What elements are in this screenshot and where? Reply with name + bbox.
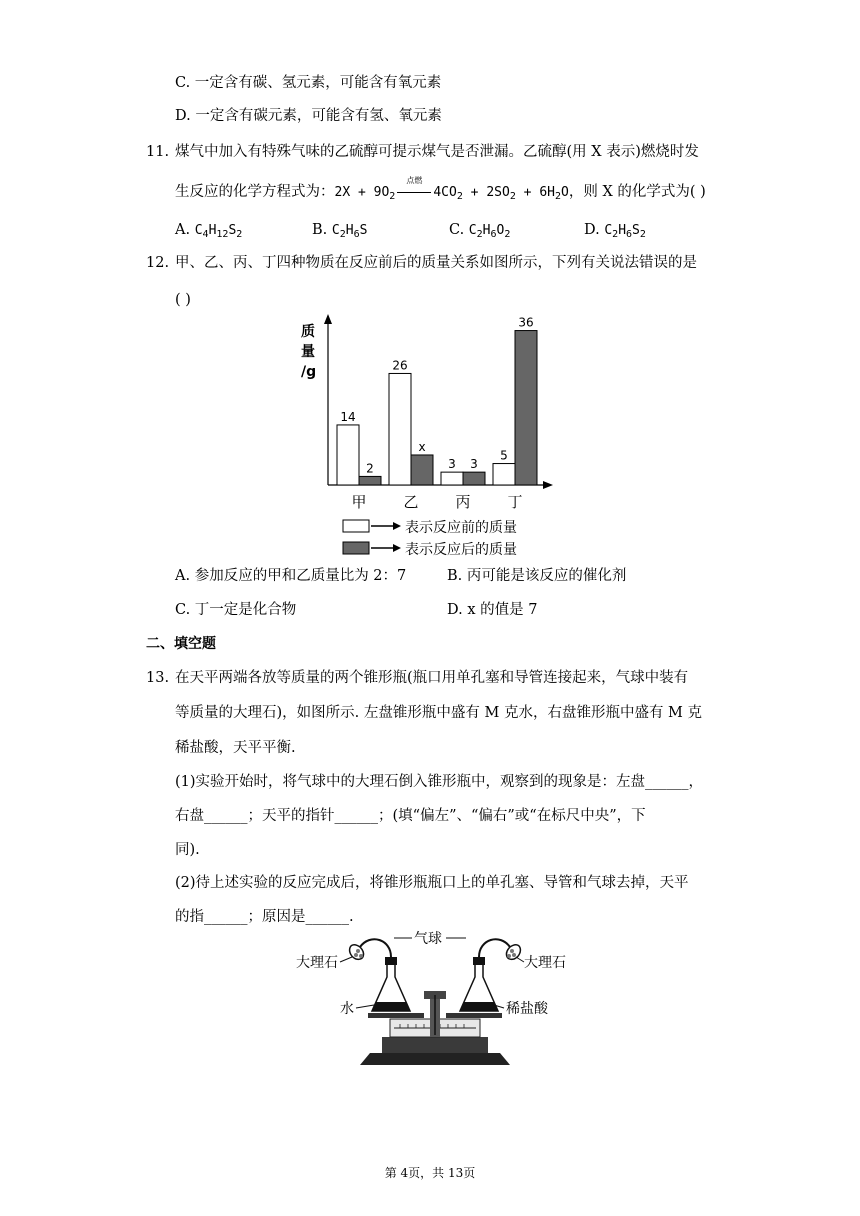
bar-label-after-1: x <box>418 439 426 454</box>
bar-after-1 <box>411 455 433 485</box>
mass-bar-chart <box>295 310 565 560</box>
chart-legend <box>343 519 517 558</box>
category-label-0: 甲 <box>351 493 367 511</box>
label-marble-right: 大理石 <box>524 955 566 971</box>
eq-right-c: + 6H <box>515 185 555 200</box>
eq-reaction-arrow <box>395 176 433 203</box>
q10-option-d: D. 一定含有碳元素，可能含有氢、氧元素 <box>175 108 442 124</box>
bar-after-3 <box>515 331 537 485</box>
q13-sub2-line1: (2)待上述实验的反应完成后，将锥形瓶瓶口上的单孔塞、导管和气球去掉，天平 <box>175 875 689 891</box>
q11-equation: $2X + 9O_2$ 点燃 $4CO_2 + 2SO_2 + 6H_2O$ <box>335 185 569 200</box>
y-axis-arrow <box>324 314 332 324</box>
eq-right-a: 4CO <box>433 185 457 200</box>
q13-line3: 稀盐酸，天平平衡. <box>175 740 296 756</box>
page-footer: 第 4页，共 13页 <box>384 1166 476 1180</box>
q12-option-c: C. 丁一定是化合物 <box>175 602 297 618</box>
q12-option-b: B. 丙可能是该反应的催化剂 <box>447 568 627 584</box>
chart-ylabel <box>301 323 316 380</box>
left-flask <box>350 939 410 1011</box>
bar-label-before-0: 14 <box>340 409 356 424</box>
legend-label-1: 表示反应后的质量 <box>405 542 517 558</box>
bar-before-3 <box>493 464 515 485</box>
right-pan <box>446 1013 502 1018</box>
x-axis-arrow <box>543 481 553 489</box>
label-water: 水 <box>340 1001 354 1017</box>
eq-right-b: + 2SO <box>462 185 510 200</box>
q11-line2-prefix: 生反应的化学方程式为： <box>175 184 335 200</box>
balance-plinth <box>382 1037 488 1053</box>
section-heading: 二、填空题 <box>146 636 216 652</box>
label-marble-left: 大理石 <box>296 955 338 971</box>
q13-sub1-line2: 右盘______；天平的指针______；(填“偏左”、“偏右”或“在标尺中央”，下 <box>175 808 646 824</box>
q11-number: 11. <box>146 144 170 160</box>
q11-line1: 煤气中加入有特殊气味的乙硫醇可提示煤气是否泄漏。乙硫醇(用 X 表示)燃烧时发 <box>175 144 699 160</box>
q13-sub1-line3: 同). <box>175 842 200 858</box>
label-balloon: 气球 <box>414 931 442 947</box>
q10-option-c: C. 一定含有碳、氢元素，可能含有氧元素 <box>175 75 442 91</box>
q11-option-c: C. $C_2H_6O_2$ <box>449 222 511 240</box>
y-axis-label-2: /g <box>301 364 317 380</box>
bar-before-2 <box>441 472 463 485</box>
legend-label-0: 表示反应前的质量 <box>405 520 517 536</box>
label-acid: 稀盐酸 <box>506 1001 548 1017</box>
q12-option-a: A. 参加反应的甲和乙质量比为 2：7 <box>175 568 407 584</box>
category-label-3: 丁 <box>507 493 523 511</box>
bar-label-after-3: 36 <box>518 315 534 330</box>
eq-right-d: O <box>561 185 569 200</box>
chart-bars <box>337 316 537 511</box>
q12-option-d: D. x 的值是 7 <box>447 602 538 618</box>
bar-after-0 <box>359 476 381 485</box>
category-label-1: 乙 <box>403 493 419 511</box>
bar-before-0 <box>337 425 359 485</box>
bar-label-before-2: 3 <box>448 457 456 472</box>
eq-condition: 点燃 <box>406 176 423 185</box>
balance-experiment-figure <box>290 925 580 1073</box>
y-axis-label-1: 量 <box>301 344 315 360</box>
q11-line2 <box>175 176 706 207</box>
q13-line1: 在天平两端各放等质量的两个锥形瓶(瓶口用单孔塞和导管连接起来，气球中装有 <box>175 670 689 686</box>
q11-line2-suffix: ，则 X 的化学式为( ) <box>568 184 706 200</box>
eq-left: 2X + 9O <box>334 185 390 200</box>
q11-option-b: B. $C_2H_6S$ <box>312 222 368 240</box>
q13-sub1-line1: (1)实验开始时，将气球中的大理石倒入锥形瓶中，观察到的现象是：左盘______， <box>175 774 704 790</box>
bar-label-after-0: 2 <box>366 461 374 476</box>
legend-arrowhead-0 <box>393 522 401 530</box>
bar-label-before-1: 26 <box>392 358 408 373</box>
q13-sub2-line2: 的指______；原因是______. <box>175 909 354 925</box>
legend-swatch-1 <box>343 542 369 554</box>
legend-swatch-0 <box>343 520 369 532</box>
left-pan <box>368 1013 424 1018</box>
q12-line1: 甲、乙、丙、丁四种物质在反应前后的质量关系如图所示，下列有关说法错误的是 <box>175 255 697 271</box>
q12-line2: ( ) <box>175 292 191 308</box>
q11-option-d: D. $C_2H_6S_2$ <box>584 222 646 240</box>
legend-arrowhead-1 <box>393 544 401 552</box>
bar-label-before-3: 5 <box>500 448 508 463</box>
bar-after-2 <box>463 472 485 485</box>
q12-number: 12. <box>146 255 170 271</box>
q13-line2: 等质量的大理石)，如图所示. 左盘锥形瓶中盛有 M 克水，右盘锥形瓶中盛有 M 克 <box>175 705 703 721</box>
y-axis-label-0: 质 <box>301 324 315 340</box>
q13-number: 13. <box>146 670 170 686</box>
q11-option-a: A. $C_4H_{12}S_2$ <box>175 222 243 240</box>
bar-label-after-2: 3 <box>470 457 478 472</box>
bar-before-1 <box>389 373 411 485</box>
balance-base <box>360 1053 510 1065</box>
category-label-2: 丙 <box>455 493 471 511</box>
